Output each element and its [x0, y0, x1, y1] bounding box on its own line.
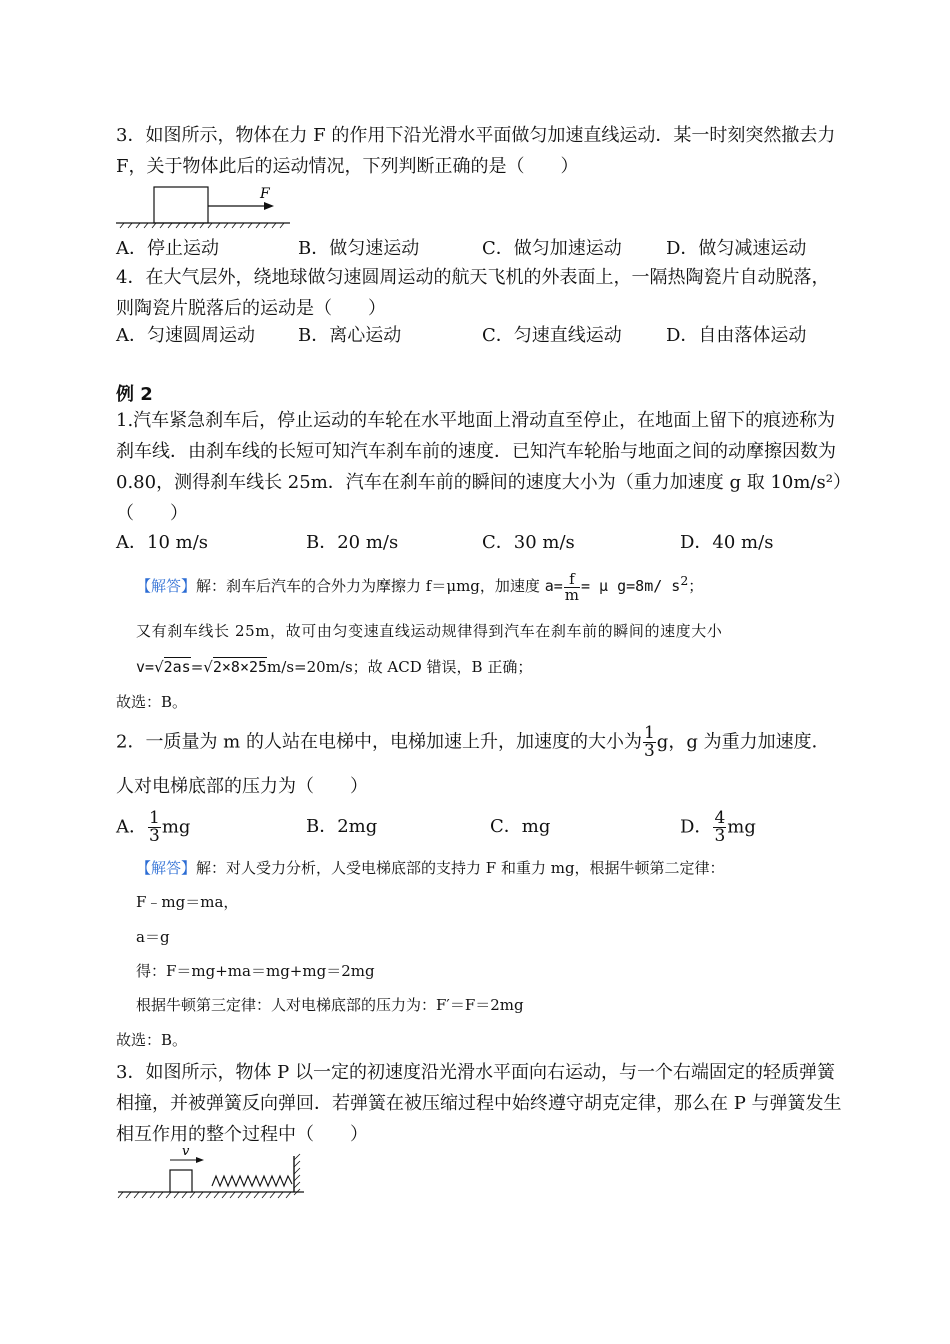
q3-option-a: A．停止运动: [116, 238, 219, 259]
ex2-q2-option-c: C．mg: [490, 816, 551, 837]
q4-option-b: B．离心运动: [298, 325, 402, 346]
q4-option-d: D．自由落体运动: [666, 325, 807, 346]
sqrt-icon: √: [203, 658, 213, 676]
q4-option-a: A．匀速圆周运动: [116, 325, 255, 346]
block-p: [170, 1170, 192, 1192]
answer-tag: 【解答】: [136, 577, 197, 595]
ex2-q2-answer-line2: F﹣mg＝ma，: [136, 893, 239, 911]
spring: [212, 1176, 292, 1186]
ex2-q1-text: 1.汽车紧急刹车后，停止运动的车轮在水平地面上滑动直至停止，在地面上留下的痕迹称为刹车线．由刹车线的长短可知汽车刹车前的速度．已知汽车轮胎与地面之间的动摩擦因数为 0.80，测得刹车线长 25m．汽车在刹车前的瞬间的速度大小为（重力加速度 g 取 10m/s²）（ ）: [116, 410, 842, 524]
answer-tag: 【解答】: [136, 859, 197, 877]
ex2-q3-text: 3．如图所示，物体 P 以一定的初速度沿光滑水平面向右运动，与一个右端固定的轻质弹簧相撞，并被弹簧反向弹回．若弹簧在被压缩过程中始终遵守胡克定律，那么在 P 与弹簧发生相互作用的整个过程中（ ）: [116, 1062, 842, 1145]
q3-figure: [112, 180, 292, 230]
example2-heading: 例 2: [116, 384, 153, 405]
q4-text: 4．在大气层外，绕地球做匀速圆周运动的航天飞机的外表面上，一隔热陶瓷片自动脱落，则陶瓷片脱落后的运动是（ ）: [116, 267, 830, 319]
q4-option-c: C．匀速直线运动: [482, 325, 622, 346]
fraction-one-third: $\frac{1}{3}$: [643, 723, 655, 761]
fraction-f-over-m: $\frac{f}{m}$: [564, 569, 579, 604]
velocity-label: v: [182, 1144, 190, 1159]
answer-text: 解：刹车后汽车的合外力为摩擦力 f＝μmg，加速度: [196, 577, 540, 595]
ex2-q1-answer-line3: v=√2as=√2×8×25m/s=20m/s；故 ACD 错误，B 正确；: [136, 658, 533, 676]
ex2-q2-option-a: A． $\frac{1}{3}$ mg: [116, 808, 191, 846]
ex2-q1-option-a: A．10 m/s: [116, 532, 208, 553]
fraction-one-third: $\frac{1}{3}$: [149, 808, 160, 846]
ex2-q2-text-line1: 2．一质量为 m 的人站在电梯中，电梯加速上升，加速度的大小为 $\frac{1}{3}$ g，g 为重力加速度．: [116, 723, 830, 761]
formula-exp: 2: [680, 573, 689, 588]
ex2-q2-option-b: B．2mg: [306, 816, 378, 837]
ex2-q1-option-d: D．40 m/s: [680, 532, 774, 553]
ex2-q2-option-d: D． $\frac{4}{3}$ mg: [680, 808, 756, 846]
fraction-four-thirds: $\frac{4}{3}$: [714, 808, 726, 846]
ex2-q2-conclusion: 故选：B。: [116, 1031, 188, 1049]
ex2-q1-answer-line2: 又有刹车线长 25m，故可由匀变速直线运动规律得到汽车在刹车前的瞬间的速度大小: [136, 622, 723, 640]
q3-option-b: B．做匀速运动: [298, 238, 420, 259]
ex2-q1-option-b: B．20 m/s: [306, 532, 399, 553]
spring-figure: [112, 1140, 312, 1204]
ex2-q1-option-c: C．30 m/s: [482, 532, 575, 553]
force-label: F: [260, 186, 270, 202]
ex2-q2-answer-line3: a＝g: [136, 928, 170, 946]
block: [154, 187, 208, 223]
ex2-q2-text-line2: 人对电梯底部的压力为（ ）: [116, 776, 368, 797]
formula-a: a=: [544, 577, 563, 595]
ex2-q2-answer-line5: 根据牛顿第三定律：人对电梯底部的压力为：F′＝F＝2mg: [136, 996, 524, 1014]
ex2-q2-answer-line1: 【解答】解：对人受力分析，人受电梯底部的支持力 F 和重力 mg，根据牛顿第二定律：: [136, 859, 725, 877]
ex2-q1-answer-line1: 【解答】解：刹车后汽车的合外力为摩擦力 f＝μmg，加速度 a= $\frac{f}{m}$ = μ g=8m/ $s^2$；: [136, 569, 704, 604]
q3-option-c: C．做匀加速运动: [482, 238, 622, 259]
q3-option-d: D．做匀减速运动: [666, 238, 807, 259]
sqrt-icon: √: [154, 658, 164, 676]
ex2-q2-answer-line4: 得：F＝mg+ma＝mg+mg＝2mg: [136, 962, 375, 980]
ex2-q1-conclusion: 故选：B。: [116, 693, 188, 711]
formula-mu-g: = μ g=8m/ s: [581, 577, 681, 595]
q3-text: 3．如图所示，物体在力 F 的作用下沿光滑水平面做匀加速直线运动．某一时刻突然撤去力 F，关于物体此后的运动情况，下列判断正确的是（ ）: [116, 125, 836, 177]
